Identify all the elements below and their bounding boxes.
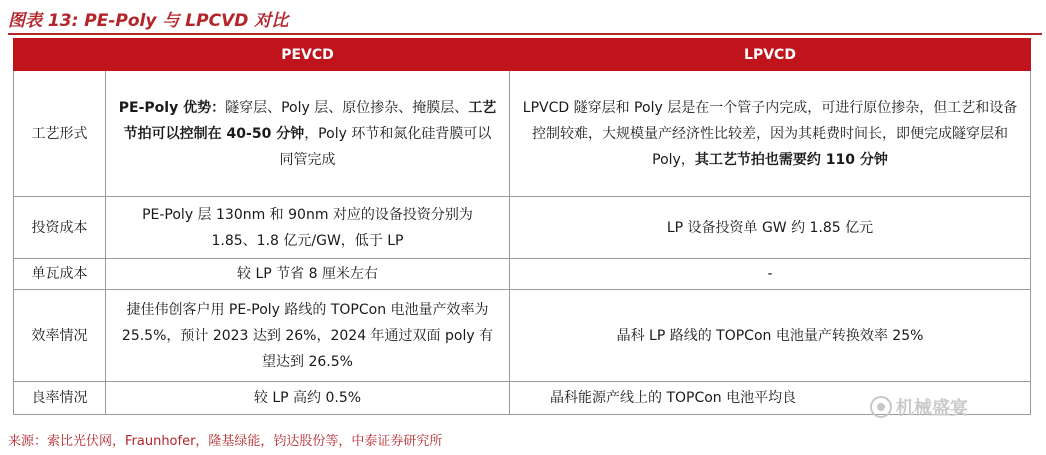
cell-text: PE-Poly 层 130nm 和 90nm 对应的设备投资分别为 1.85、1.8 亿元/GW，低于 LP bbox=[142, 206, 473, 249]
row-label: 投资成本 bbox=[14, 197, 106, 259]
cell-text: 其工艺节拍也需要约 110 分钟 bbox=[694, 151, 888, 168]
row-label: 良率情况 bbox=[14, 382, 106, 415]
cell-text: 捷佳伟创客户用 PE-Poly 路线的 TOPCon 电池量产效率为 25.5%，预计 2023 达到 26%，2024 年通过双面 poly 有望达到 26.5% bbox=[121, 301, 494, 370]
pe-cell bbox=[106, 197, 510, 259]
cell-text: ，Poly 环节和氮化硅背膜可以同管完成 bbox=[279, 125, 492, 168]
cell-text: PE-Poly 优势： bbox=[118, 99, 226, 116]
table-header-row bbox=[14, 39, 1031, 71]
lp-cell bbox=[510, 197, 1031, 259]
watermark-text: 机械盛宴 bbox=[896, 398, 968, 419]
pe-cell bbox=[106, 259, 510, 290]
cell-text: 工艺节拍可以控制在 40-50 分钟 bbox=[123, 99, 497, 142]
lp-cell bbox=[510, 259, 1031, 290]
source-note: 来源：索比光伏网，Fraunhofer，隆基绿能，钧达股份等，中泰证券研究所 bbox=[8, 434, 443, 449]
watermark bbox=[870, 394, 968, 420]
pe-cell bbox=[106, 71, 510, 197]
row-label: 工艺形式 bbox=[14, 71, 106, 197]
cell-text: 晶科 LP 路线的 TOPCon 电池量产转换效率 25% bbox=[616, 327, 924, 344]
cell-text: LPVCD 隧穿层和 Poly 层是在一个管子内完成，可进行原位掺杂，但工艺和设备控制较难，大规模量产经济性比较差，因为其耗费时间长，即便完成隧穿层和 Poly， bbox=[522, 99, 1018, 168]
header-empty bbox=[14, 39, 106, 71]
figure-title: 图表 13: PE-Poly 与 LPCVD 对比 bbox=[8, 11, 289, 31]
title-divider bbox=[8, 33, 1042, 35]
header-pevcd: PEVCD bbox=[106, 39, 510, 71]
lp-cell bbox=[510, 71, 1031, 197]
table-row bbox=[14, 71, 1031, 197]
lp-cell bbox=[510, 290, 1031, 382]
cell-text: LP 设备投资单 GW 约 1.85 亿元 bbox=[666, 219, 874, 236]
pe-cell bbox=[106, 290, 510, 382]
cell-text: 较 LP 高约 0.5% bbox=[253, 390, 362, 406]
pe-cell bbox=[106, 382, 510, 415]
cell-text: - bbox=[767, 266, 773, 282]
header-lpvcd: LPVCD bbox=[510, 39, 1031, 71]
table-row bbox=[14, 290, 1031, 382]
wechat-icon bbox=[870, 396, 892, 418]
row-label: 效率情况 bbox=[14, 290, 106, 382]
table-row bbox=[14, 259, 1031, 290]
cell-text: 较 LP 节省 8 厘米左右 bbox=[237, 266, 378, 282]
comparison-table bbox=[13, 38, 1031, 415]
table-row bbox=[14, 197, 1031, 259]
cell-text: 隧穿层、Poly 层、原位掺杂、掩膜层、 bbox=[225, 99, 469, 116]
cell-text: 晶科能源产线上的 TOPCon 电池平均良 bbox=[550, 390, 797, 406]
row-label: 单瓦成本 bbox=[14, 259, 106, 290]
